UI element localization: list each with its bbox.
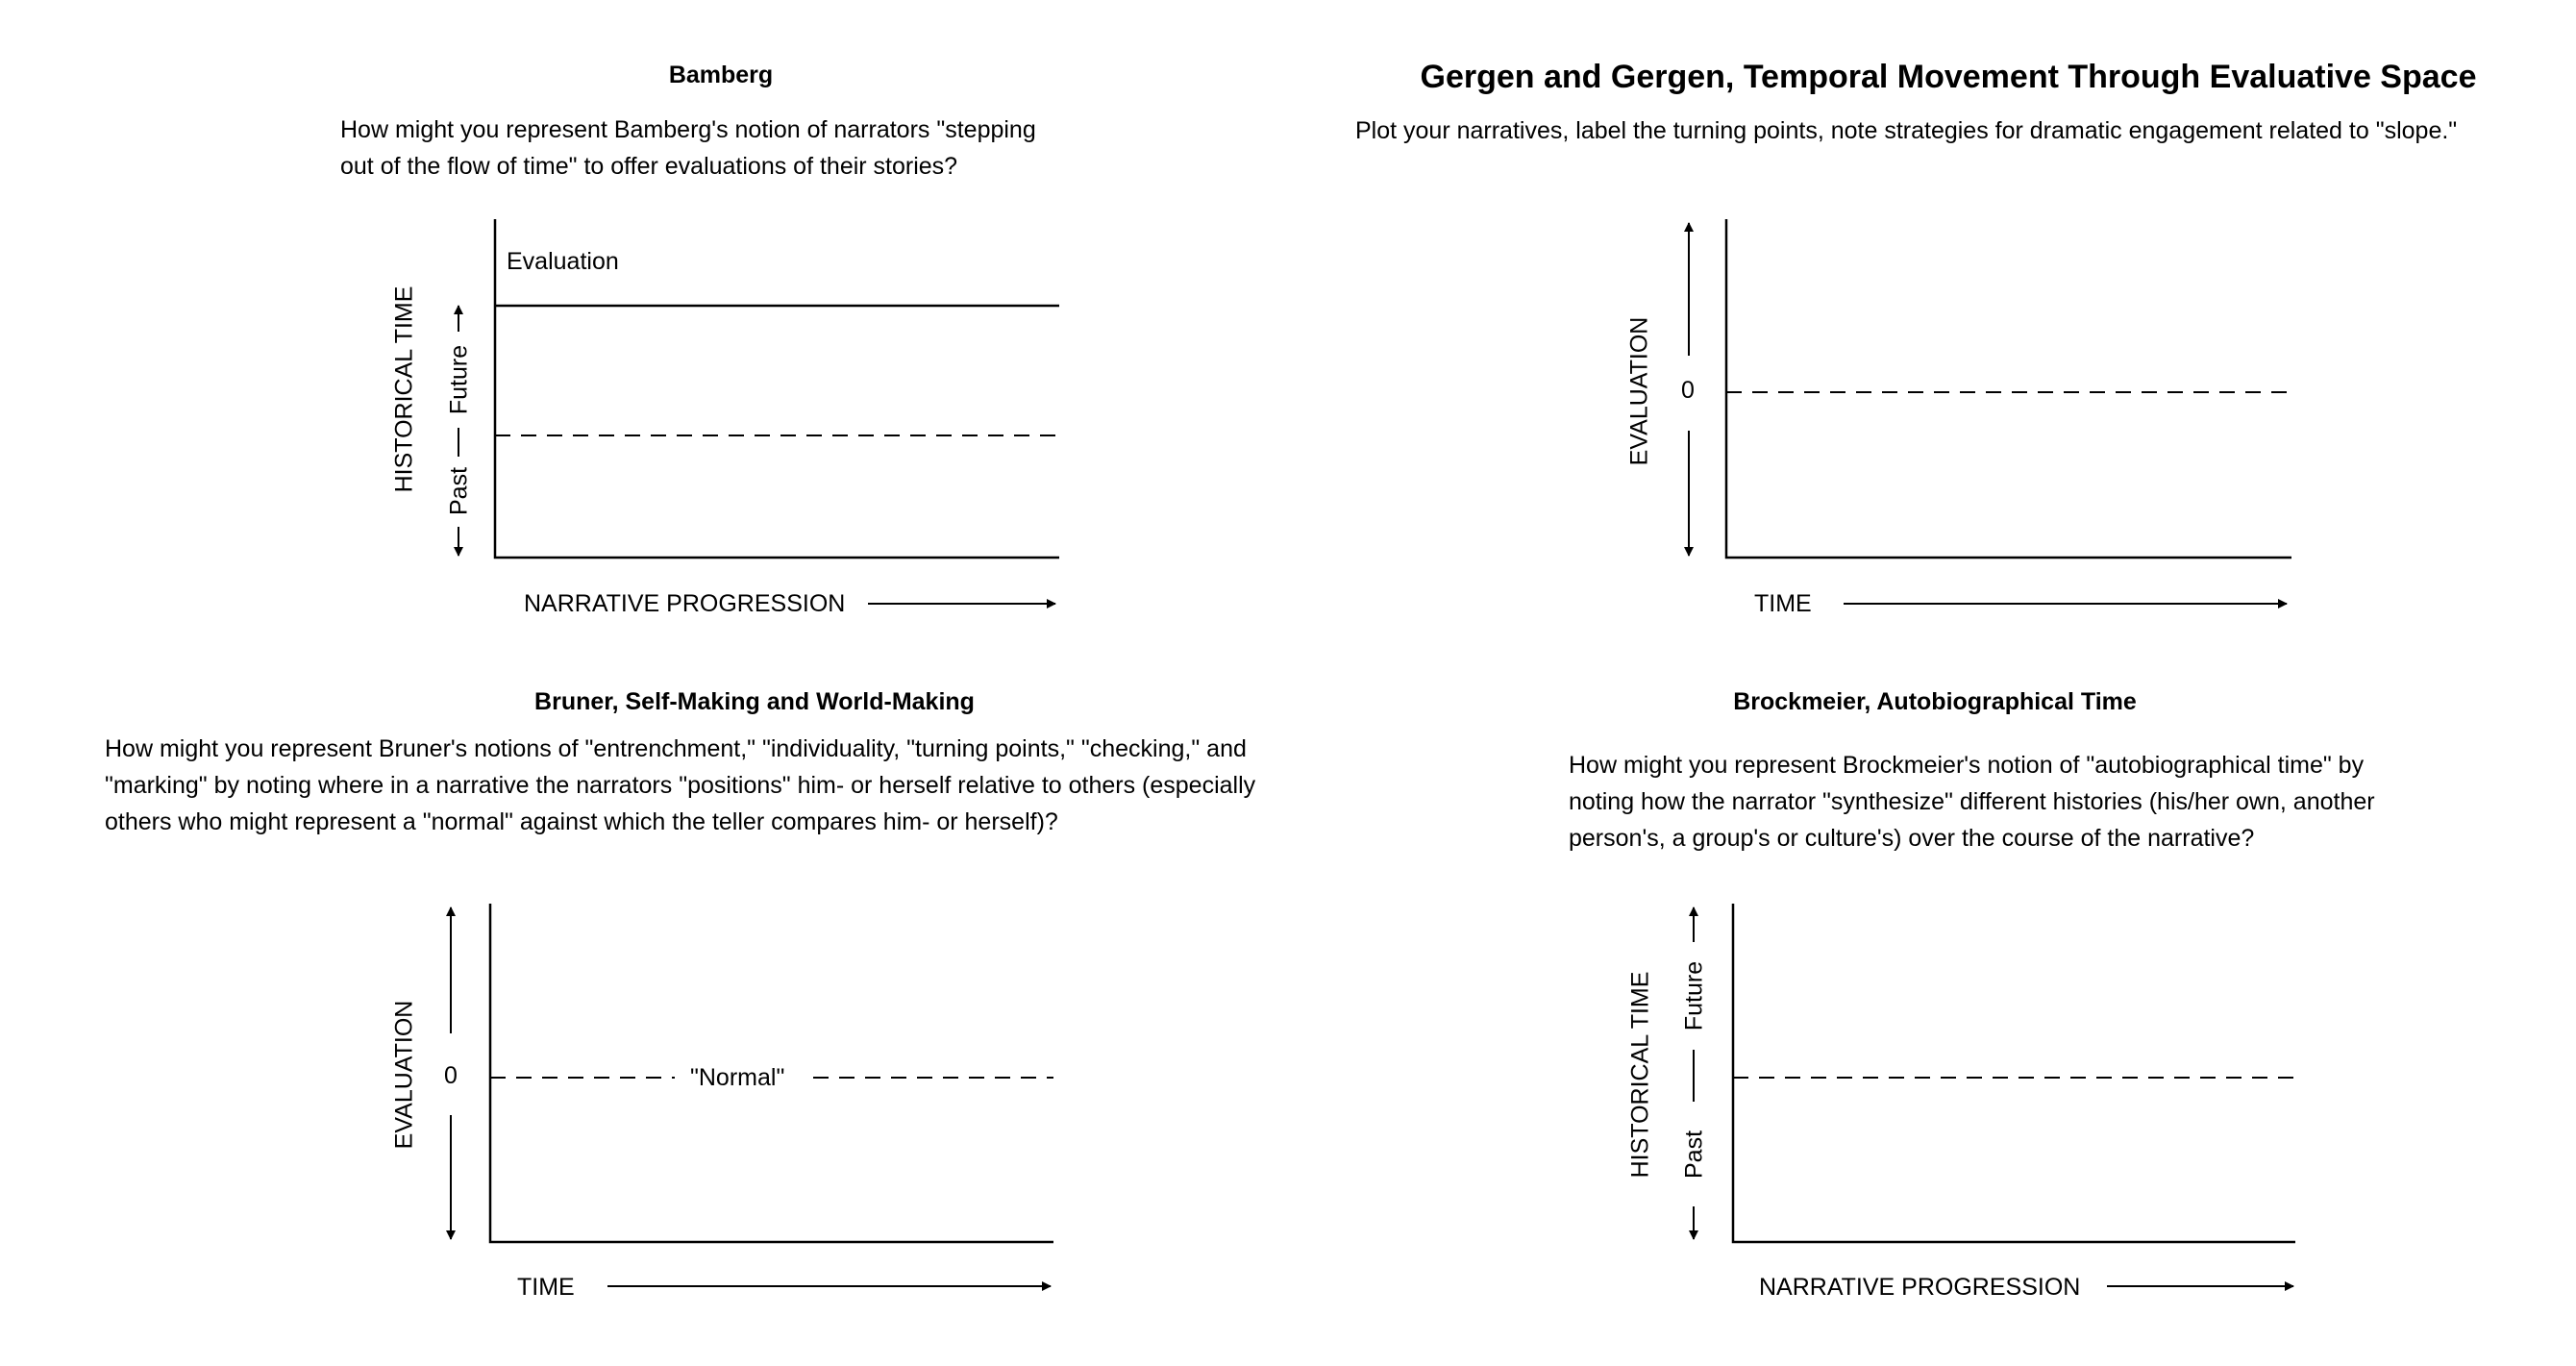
bamberg-prompt-line-1: How might you represent Bamberg's notion of narrators "stepping: [340, 116, 1036, 143]
gergen-title: Gergen and Gergen, Temporal Movement Through Evaluative Space: [1420, 59, 2477, 95]
bruner-prompt: [105, 731, 1450, 840]
gergen-axes: [1726, 219, 2291, 558]
bamberg-prompt-line-2: out of the flow of time" to offer evaluations of their stories?: [340, 153, 958, 180]
brockmeier-y-axis-label: HISTORICAL TIME: [1626, 971, 1654, 1179]
bruner-prompt-line-2: "marking" by noting where in a narrative the narrators "positions" him- or herself relative to others (especially: [105, 772, 1256, 799]
brockmeier-graph: [1694, 904, 2295, 1286]
gergen-zero-label: 0: [1681, 377, 1695, 404]
gergen-prompt: Plot your narratives, label the turning points, note strategies for dramatic engagement related to "slope.": [1355, 117, 2458, 144]
bamberg-evaluation-label: Evaluation: [507, 248, 619, 275]
bamberg-title: Bamberg: [668, 62, 774, 88]
bamberg-prompt: [340, 112, 1167, 185]
bamberg-past-label: Past: [445, 466, 473, 516]
gergen-x-axis-label: TIME: [1754, 590, 1812, 617]
brockmeier-past-label: Past: [1680, 1130, 1708, 1180]
brockmeier-future-label: Future: [1680, 960, 1708, 1031]
bruner-graph: [451, 904, 1053, 1286]
brockmeier-prompt-line-3: person's, a group's or culture's) over the course of the narrative?: [1569, 825, 2255, 852]
bruner-x-axis-label: TIME: [517, 1274, 575, 1301]
bruner-prompt-line-3: others who might represent a "normal" against which the teller compares him- or herself)?: [105, 808, 1058, 835]
brockmeier-title: Brockmeier, Autobiographical Time: [1733, 688, 2137, 715]
bruner-y-axis-label: EVALUATION: [390, 1000, 418, 1150]
brockmeier-axes: [1733, 904, 2295, 1242]
bruner-normal-label: "Normal": [690, 1064, 785, 1091]
bamberg-future-label: Future: [445, 344, 473, 415]
brockmeier-x-axis-label: NARRATIVE PROGRESSION: [1759, 1274, 2081, 1301]
bamberg-y-axis-label: HISTORICAL TIME: [390, 286, 418, 493]
bruner-prompt-line-1: How might you represent Bruner's notions of "entrenchment," "individuality, "turning points," "checking," and: [105, 735, 1247, 762]
gergen-y-axis-label: EVALUATION: [1625, 316, 1653, 466]
bamberg-x-axis-label: NARRATIVE PROGRESSION: [524, 590, 846, 617]
bamberg-graph: [458, 219, 1059, 604]
gergen-graph: [1689, 219, 2291, 604]
brockmeier-prompt-line-2: noting how the narrator "synthesize" different histories (his/her own, another: [1569, 788, 2375, 815]
bruner-title: Bruner, Self-Making and World-Making: [534, 688, 975, 715]
bruner-zero-label: 0: [444, 1062, 458, 1089]
brockmeier-prompt: [1569, 747, 2530, 857]
brockmeier-prompt-line-1: How might you represent Brockmeier's notion of "autobiographical time" by: [1569, 752, 2365, 779]
